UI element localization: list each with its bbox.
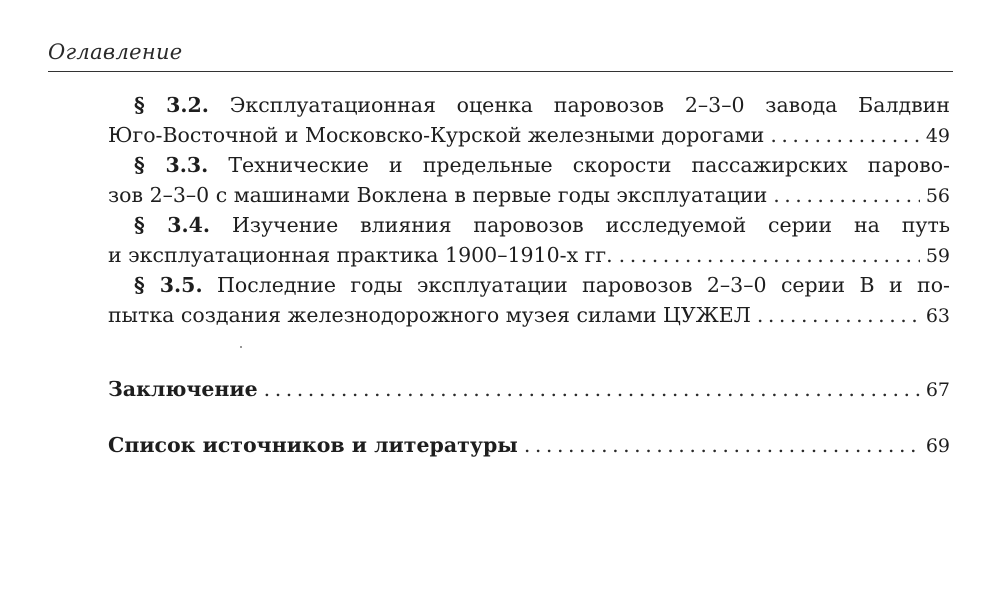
dot-leader <box>757 301 920 331</box>
table-of-contents <box>108 91 950 331</box>
conclusion-title: Заключение <box>108 377 258 401</box>
page-number: 63 <box>925 304 950 327</box>
section-title-line-1: Эксплуатационная оценка паровозов 2–3–0 завода Балдвин <box>229 93 950 117</box>
section-title-line-1: Последние годы эксплуатации паровозов 2–3–0 серии В и по- <box>217 273 950 297</box>
section-number: § 3.2. <box>134 93 209 117</box>
toc-entry-second-line <box>108 241 950 272</box>
page-number: 56 <box>925 184 950 207</box>
section-title-line-1: Изучение влияния паровозов исследуемой серии на путь <box>231 213 950 237</box>
toc-entry-3-5[interactable] <box>108 271 950 331</box>
section-title-line-2: пытка создания железнодорожного музея силами ЦУЖЕЛ <box>108 302 751 327</box>
section-title-line-2: Юго-Восточной и Московско-Курской железными дорогами <box>108 122 765 147</box>
dot-leader <box>524 433 920 457</box>
toc-entry-3-4[interactable] <box>108 211 950 271</box>
section-number: § 3.3. <box>134 153 209 177</box>
sources-title: Список источников и литературы <box>108 433 518 457</box>
section-title-line-1: Технические и предельные скорости пассажирских парово- <box>228 153 950 177</box>
dot-leader <box>773 181 920 211</box>
page-number: 67 <box>925 379 950 401</box>
page-number: 59 <box>925 244 950 267</box>
section-number: § 3.5. <box>134 273 203 297</box>
section-number: § 3.4. <box>134 213 211 237</box>
page-number: 49 <box>925 124 950 147</box>
toc-entry-first-line <box>108 91 950 121</box>
toc-entry-first-line <box>108 271 950 301</box>
section-title-line-2: и эксплуатационная практика 1900–1910-х гг. <box>108 242 613 267</box>
toc-entry-second-line <box>108 301 950 332</box>
dot-leader <box>770 121 919 151</box>
section-title-line-2: зов 2–3–0 с машинами Воклена в первые годы эксплуатации <box>108 182 768 207</box>
paper-speck <box>240 346 242 348</box>
running-head-title: Оглавление <box>48 40 183 64</box>
toc-entry-conclusion[interactable] <box>108 377 950 401</box>
header-rule <box>48 71 953 72</box>
toc-entry-first-line <box>108 211 950 241</box>
toc-entry-second-line <box>108 181 950 212</box>
toc-entry-first-line <box>108 151 950 181</box>
toc-entry-second-line <box>108 121 950 152</box>
toc-entry-sources[interactable] <box>108 433 950 457</box>
page-number: 69 <box>925 435 950 457</box>
dot-leader <box>619 241 920 271</box>
toc-entry-3-3[interactable] <box>108 151 950 211</box>
dot-leader <box>264 377 920 401</box>
toc-entry-3-2[interactable] <box>108 91 950 151</box>
